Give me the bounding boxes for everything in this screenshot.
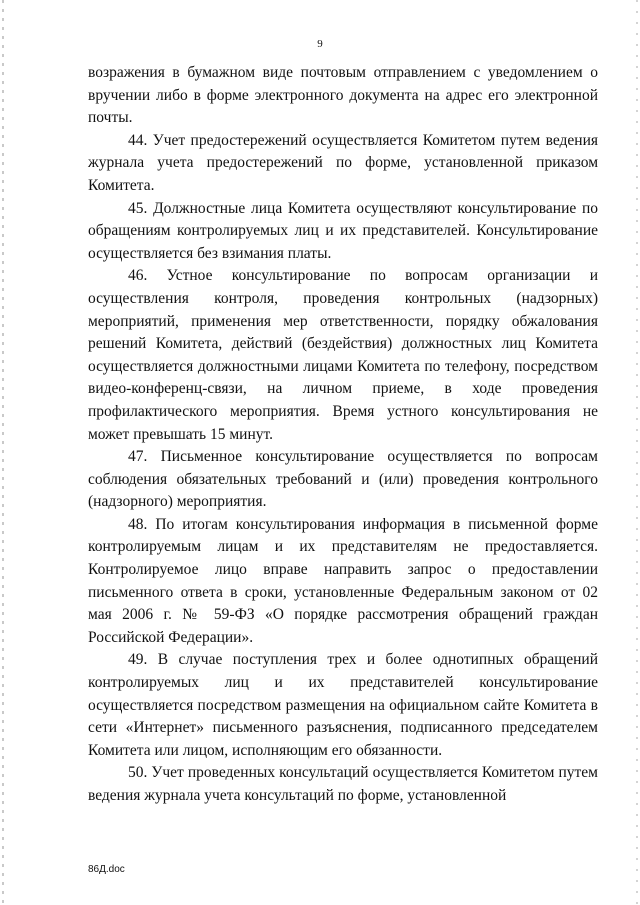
paragraph-49: 49. В случае поступления трех и более однотипных обращений контролируемых лиц и их представителей консультирование осуществляется посредством размещения на официальном сайте Комитета в сети «Интернет» письменного разъяснения, подписанного председателем Комитета или лицом, исполняющим его обязанности. (88, 651, 598, 759)
file-name-footer: 86Д.doc (88, 864, 125, 875)
paragraph-44: 44. Учет предостережений осуществляется Комитетом путем ведения журнала учета предостережений по форме, установленной приказом Комитета. (88, 131, 598, 194)
document-body (88, 62, 598, 808)
paragraph-50: 50. Учет проведенных консультаций осуществляется Комитетом путем ведения журнала учета консультаций по форме, установленной (88, 764, 598, 804)
paragraph-continuation: возражения в бумажном виде почтовым отправлением с уведомлением о вручении либо в форме электронного документа на адрес его электронной почты. (88, 64, 598, 127)
scan-edge-right (636, 0, 638, 905)
scan-edge-left (2, 0, 4, 905)
paragraph-47: 47. Письменное консультирование осуществляется по вопросам соблюдения обязательных требований и (или) проведения контрольного (надзорного) мероприятия. (88, 448, 598, 511)
paragraph-45: 45. Должностные лица Комитета осуществляют консультирование по обращениям контролируемых лиц и их представителей. Консультирование осуществляется без взимания платы. (88, 199, 598, 262)
paragraph-46: 46. Устное консультирование по вопросам организации и осуществления контроля, проведения контрольных (надзорных) мероприятий, применения мер ответственности, порядку обжалования решений Комитета, действий (бездействия) должностных лиц Комитета осуществляется должностными лицами Комитета по телефону, посредством видео-конференц-связи, на личном приеме, в ходе проведения профилактического мероприятия. Время устного консультирования не может превышать 15 минут. (88, 267, 598, 443)
paragraph-48: 48. По итогам консультирования информация в письменной форме контролируемым лицам и их представителям не предоставляется. Контролируемое лицо вправе направить запрос о предоставлении письменного ответа в сроки, установленные Федеральным законом от 02 мая 2006 г. № 59-ФЗ «О порядке рассмотрения обращений граждан Российской Федерации». (88, 515, 598, 646)
page-number: 9 (317, 38, 323, 50)
